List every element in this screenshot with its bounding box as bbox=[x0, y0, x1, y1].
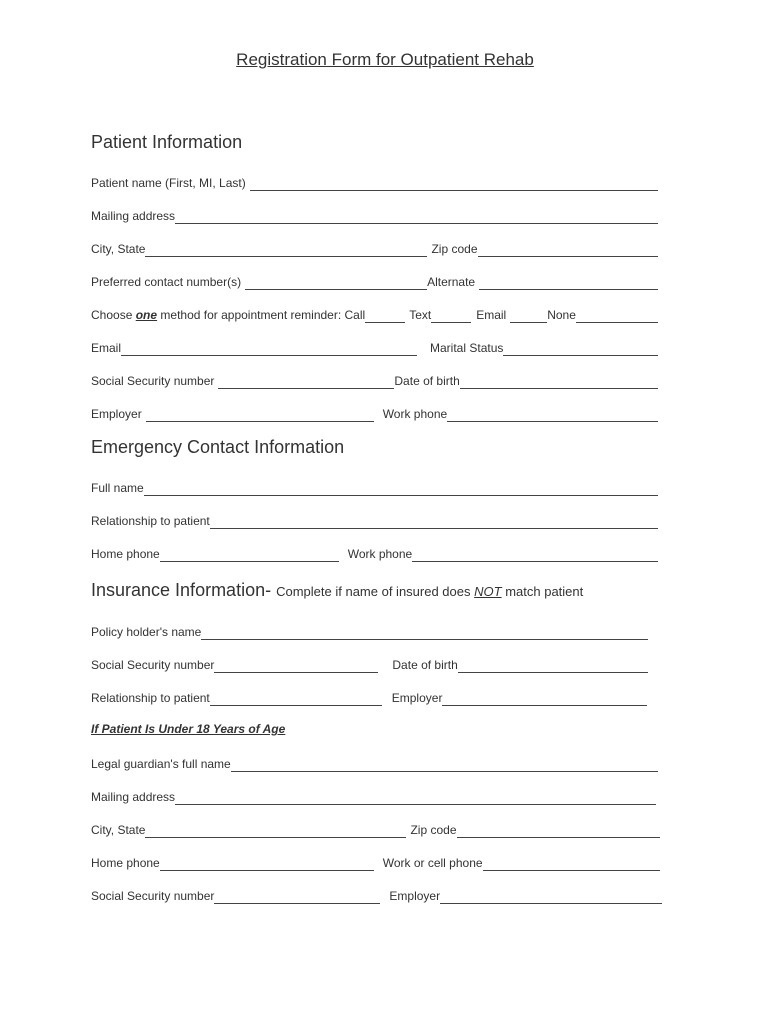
emergency-phone-row bbox=[91, 544, 658, 562]
email-label: Email bbox=[91, 341, 122, 355]
patient-zip-field[interactable] bbox=[478, 244, 659, 257]
patient-contact-row bbox=[91, 272, 658, 290]
emergency-name-label: Full name bbox=[91, 481, 144, 495]
email-field[interactable] bbox=[121, 343, 417, 356]
email-marital-row bbox=[91, 338, 658, 356]
minor-city-row bbox=[91, 820, 660, 838]
emergency-name-row bbox=[91, 478, 658, 496]
policy-holder-label: Policy holder's name bbox=[91, 625, 202, 639]
patient-dob-label: Date of birth bbox=[394, 374, 460, 388]
emergency-relationship-field[interactable] bbox=[210, 516, 658, 529]
minor-employer-label: Employer bbox=[389, 889, 441, 903]
emergency-name-field[interactable] bbox=[144, 483, 658, 496]
patient-dob-field[interactable] bbox=[460, 376, 658, 389]
minor-subheading: If Patient Is Under 18 Years of Age bbox=[91, 722, 286, 736]
insurance-heading: Insurance Information- Complete if name of insured does NOT match patient bbox=[91, 580, 584, 600]
guardian-name-row bbox=[91, 754, 658, 772]
alternate-field[interactable] bbox=[479, 277, 658, 290]
guardian-name-field[interactable] bbox=[231, 759, 658, 772]
reminder-emphasis: one bbox=[135, 308, 158, 322]
preferred-contact-field[interactable] bbox=[245, 277, 427, 290]
patient-mailing-label: Mailing address bbox=[91, 209, 176, 223]
reminder-text-label: Text bbox=[409, 308, 432, 322]
preferred-contact-label: Preferred contact number(s) bbox=[91, 275, 242, 289]
minor-work-cell-field[interactable] bbox=[483, 858, 660, 871]
insurance-employer-field[interactable] bbox=[442, 693, 647, 706]
reminder-label: Choose one method for appointment reminder: Call bbox=[91, 308, 366, 322]
insurance-relationship-field[interactable] bbox=[210, 693, 382, 706]
emergency-home-phone-label: Home phone bbox=[91, 547, 160, 561]
reminder-call-field[interactable] bbox=[365, 310, 405, 323]
reminder-email-field[interactable] bbox=[510, 310, 547, 323]
minor-ssn-row bbox=[91, 886, 662, 904]
guardian-name-label: Legal guardian's full name bbox=[91, 757, 231, 771]
patient-city-field[interactable] bbox=[145, 244, 427, 257]
insurance-ssn-label: Social Security number bbox=[91, 658, 215, 672]
minor-mailing-row bbox=[91, 787, 656, 805]
insurance-employer-label: Employer bbox=[391, 691, 443, 705]
reminder-none-label: None bbox=[547, 308, 576, 322]
emergency-home-phone-field[interactable] bbox=[160, 549, 339, 562]
minor-ssn-label: Social Security number bbox=[91, 889, 215, 903]
patient-mailing-row bbox=[91, 206, 658, 224]
emergency-work-phone-label: Work phone bbox=[347, 547, 413, 561]
patient-employer-label: Employer bbox=[91, 407, 142, 421]
insurance-relationship-label: Relationship to patient bbox=[91, 691, 210, 705]
patient-work-phone-label: Work phone bbox=[382, 407, 448, 421]
insurance-relationship-row bbox=[91, 688, 647, 706]
reminder-row bbox=[91, 305, 658, 323]
minor-employer-field[interactable] bbox=[440, 891, 662, 904]
patient-name-label: Patient name (First, MI, Last) bbox=[91, 176, 246, 190]
insurance-ssn-row bbox=[91, 655, 648, 673]
patient-city-label: City, State bbox=[91, 242, 146, 256]
patient-city-row bbox=[91, 239, 658, 257]
emergency-work-phone-field[interactable] bbox=[412, 549, 658, 562]
insurance-dob-field[interactable] bbox=[458, 660, 648, 673]
minor-city-label: City, State bbox=[91, 823, 146, 837]
emergency-relationship-row bbox=[91, 511, 658, 529]
minor-zip-field[interactable] bbox=[457, 825, 661, 838]
minor-mailing-field[interactable] bbox=[175, 792, 656, 805]
minor-home-phone-field[interactable] bbox=[160, 858, 374, 871]
reminder-text-field[interactable] bbox=[431, 310, 471, 323]
minor-zip-label: Zip code bbox=[410, 823, 457, 837]
marital-status-label: Marital Status bbox=[430, 341, 504, 355]
reminder-none-field[interactable] bbox=[576, 310, 658, 323]
alternate-label: Alternate bbox=[427, 275, 476, 289]
emergency-relationship-label: Relationship to patient bbox=[91, 514, 210, 528]
patient-name-field[interactable] bbox=[250, 178, 658, 191]
form-title: Registration Form for Outpatient Rehab bbox=[236, 50, 534, 69]
patient-zip-label: Zip code bbox=[431, 242, 478, 256]
patient-mailing-field[interactable] bbox=[175, 211, 658, 224]
policy-holder-row bbox=[91, 622, 648, 640]
reminder-email-label: Email bbox=[476, 308, 507, 322]
marital-status-field[interactable] bbox=[503, 343, 658, 356]
minor-mailing-label: Mailing address bbox=[91, 790, 176, 804]
patient-ssn-row bbox=[91, 371, 658, 389]
insurance-ssn-field[interactable] bbox=[214, 660, 378, 673]
patient-employer-row bbox=[91, 404, 658, 422]
minor-phone-row bbox=[91, 853, 660, 871]
minor-ssn-field[interactable] bbox=[214, 891, 380, 904]
minor-home-phone-label: Home phone bbox=[91, 856, 160, 870]
patient-ssn-field[interactable] bbox=[218, 376, 394, 389]
patient-info-heading: Patient Information bbox=[91, 132, 243, 152]
minor-work-cell-label: Work or cell phone bbox=[382, 856, 483, 870]
patient-employer-field[interactable] bbox=[146, 409, 374, 422]
emergency-heading: Emergency Contact Information bbox=[91, 437, 345, 457]
policy-holder-field[interactable] bbox=[201, 627, 648, 640]
insurance-dob-label: Date of birth bbox=[392, 658, 458, 672]
patient-work-phone-field[interactable] bbox=[447, 409, 658, 422]
minor-city-field[interactable] bbox=[145, 825, 406, 838]
insurance-note: Complete if name of insured does NOT match patient bbox=[276, 584, 584, 599]
patient-ssn-label: Social Security number bbox=[91, 374, 215, 388]
patient-name-row bbox=[91, 173, 658, 191]
